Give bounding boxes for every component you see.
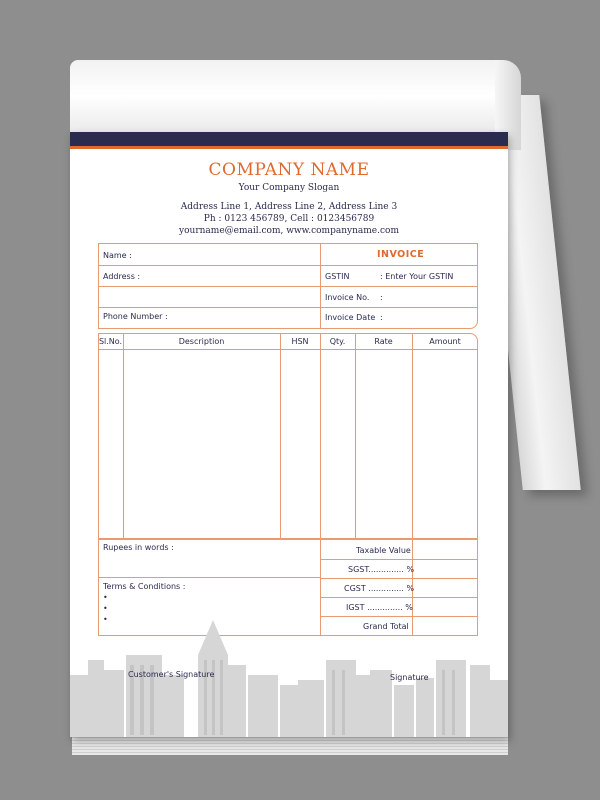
details-row-line bbox=[98, 286, 478, 287]
address-label: Address : bbox=[103, 272, 141, 281]
terms-bullet: • bbox=[103, 615, 108, 624]
company-name: COMPANY NAME bbox=[208, 160, 370, 180]
company-web: yourname@email.com, www.companyname.com bbox=[179, 226, 399, 236]
cgst-label: CGST .............. % bbox=[344, 584, 415, 593]
header-band-navy bbox=[70, 132, 508, 146]
totals-row-line bbox=[320, 578, 478, 579]
column-header-rate: Rate bbox=[374, 337, 393, 346]
company-phone: Ph : 0123 456789, Cell : 0123456789 bbox=[203, 214, 375, 224]
column-header-qty: Qty. bbox=[329, 337, 346, 346]
terms-label: Terms & Conditions : bbox=[103, 582, 186, 591]
table-column-line bbox=[412, 333, 413, 539]
customer-signature-label: Customer's Signature bbox=[128, 670, 215, 679]
grand-total-label: Grand Total bbox=[363, 622, 409, 631]
column-header-amount: Amount bbox=[429, 337, 461, 346]
paper-stack-edge bbox=[72, 735, 508, 755]
name-label: Name : bbox=[103, 251, 132, 260]
igst-label: IGST .............. % bbox=[346, 603, 413, 612]
company-slogan: Your Company Slogan bbox=[238, 183, 340, 193]
rupees-in-words-label: Rupees in words : bbox=[103, 543, 174, 552]
page-curl bbox=[70, 60, 510, 140]
gstin-label: GSTIN bbox=[325, 272, 350, 281]
sgst-label: SGST.............. % bbox=[348, 565, 415, 574]
invoice-date-value: : bbox=[380, 313, 383, 322]
table-column-line bbox=[320, 333, 321, 539]
table-column-line bbox=[280, 333, 281, 539]
invoice-title: INVOICE bbox=[377, 249, 425, 260]
column-header-slno: Sl.No. bbox=[98, 337, 123, 346]
invoice-no-value: : bbox=[380, 293, 383, 302]
invoice-no-label: Invoice No. bbox=[325, 293, 370, 302]
gstin-value: : Enter Your GSTIN bbox=[380, 272, 454, 281]
column-header-hsn: HSN bbox=[291, 337, 309, 346]
terms-bullet: • bbox=[103, 593, 108, 602]
table-header-line bbox=[98, 349, 478, 350]
details-row-line bbox=[98, 307, 478, 308]
terms-bullet: • bbox=[103, 604, 108, 613]
column-header-description: Description bbox=[178, 337, 225, 346]
totals-row-line bbox=[98, 577, 320, 578]
invoice-date-label: Invoice Date bbox=[325, 313, 376, 322]
table-column-line bbox=[123, 333, 124, 539]
totals-row-line bbox=[320, 559, 478, 560]
company-address: Address Line 1, Address Line 2, Address Line 3 bbox=[180, 202, 398, 212]
phone-label: Phone Number : bbox=[103, 312, 168, 321]
taxable-value-label: Taxable Value bbox=[356, 546, 411, 555]
items-table bbox=[98, 333, 478, 539]
details-row-line bbox=[98, 265, 478, 266]
totals-row-line bbox=[320, 597, 478, 598]
header-band-orange bbox=[70, 146, 508, 149]
table-column-line bbox=[355, 333, 356, 539]
signature-label: Signature bbox=[390, 673, 429, 682]
totals-row-line bbox=[320, 616, 478, 617]
invoice-sheet bbox=[70, 132, 508, 737]
